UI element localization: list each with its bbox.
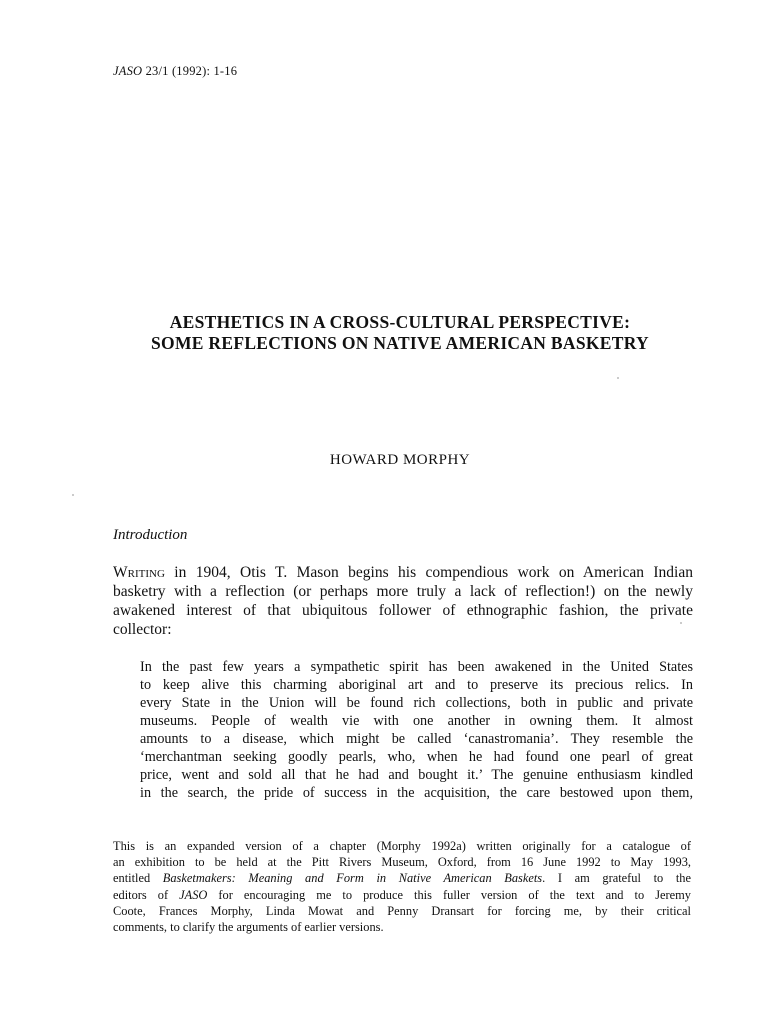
footnote-line-4 — [113, 887, 691, 903]
intro-line-1 — [113, 563, 693, 582]
footnote-text: . I am grateful to the — [542, 871, 691, 886]
article-title — [90, 312, 710, 354]
footnote-catalogue-title: Basketmakers: Meaning and Form in Native American Baskets — [162, 871, 543, 886]
scan-speck — [617, 377, 619, 379]
quote-line: museums. People of wealth vie with one another in owning them. It almost — [140, 713, 693, 729]
author-name: HOWARD MORPHY — [329, 452, 471, 468]
journal-name: JASO — [113, 64, 143, 78]
footnote-text: for encouraging me to produce this fuller version of the text and to Jeremy — [207, 887, 691, 902]
quote-line: to keep alive this charming aboriginal art and to preserve its precious relics. In — [140, 677, 693, 693]
footnote-text: editors of — [113, 887, 180, 902]
intro-paragraph — [113, 563, 693, 639]
scan-speck — [680, 622, 682, 624]
intro-first-word: Writing — [113, 564, 165, 581]
footnote-text: entitled — [113, 871, 163, 886]
intro-line-3: awakened interest of that ubiquitous follower of ethnographic fashion, the private — [113, 602, 693, 619]
scan-speck — [72, 494, 74, 496]
footnote-line-5: Coote, Frances Morphy, Linda Mowat and Penny Dransart for forcing me, by their critical — [113, 903, 691, 918]
quote-line: In the past few years a sympathetic spirit has been awakened in the United States — [140, 659, 693, 675]
intro-line-2: basketry with a reflection (or perhaps more truly a lack of reflection!) on the newly — [113, 583, 693, 600]
quote-line: in the search, the pride of success in the acquisition, the care bestowed upon them, — [140, 785, 693, 801]
intro-line-1-rest: in 1904, Otis T. Mason begins his compendious work on American Indian — [164, 564, 693, 581]
title-line-2: SOME REFLECTIONS ON NATIVE AMERICAN BASKETRY — [151, 333, 649, 353]
footnote — [113, 838, 691, 935]
footnote-line-2: an exhibition to be held at the Pitt Rivers Museum, Oxford, from 16 June 1992 to May 1993, — [113, 855, 691, 870]
running-head — [113, 64, 237, 79]
intro-line-4: collector: — [113, 621, 172, 638]
title-line-1: AESTHETICS IN A CROSS-CULTURAL PERSPECTIVE: — [169, 312, 631, 332]
block-quote — [140, 658, 693, 802]
footnote-line-3 — [113, 870, 691, 886]
footnote-line-1: This is an expanded version of a chapter (Morphy 1992a) written originally for a catalogue of — [113, 839, 691, 853]
quote-line: ‘merchantman seeking goodly pearls, who, when he had found one pearl of great — [140, 749, 693, 765]
footnote-journal-name: JASO — [179, 887, 208, 902]
section-heading: Introduction — [113, 527, 188, 543]
journal-citation: 23/1 (1992): 1-16 — [145, 64, 238, 78]
quote-line: price, went and sold all that he had and bought it.’ The genuine enthusiasm kindled — [140, 767, 693, 783]
footnote-line-6: comments, to clarify the arguments of earlier versions. — [113, 920, 384, 935]
quote-line: amounts to a disease, which might be called ‘canastromania’. They resemble the — [140, 731, 693, 747]
quote-line: every State in the Union will be found rich collections, both in public and private — [140, 695, 693, 711]
